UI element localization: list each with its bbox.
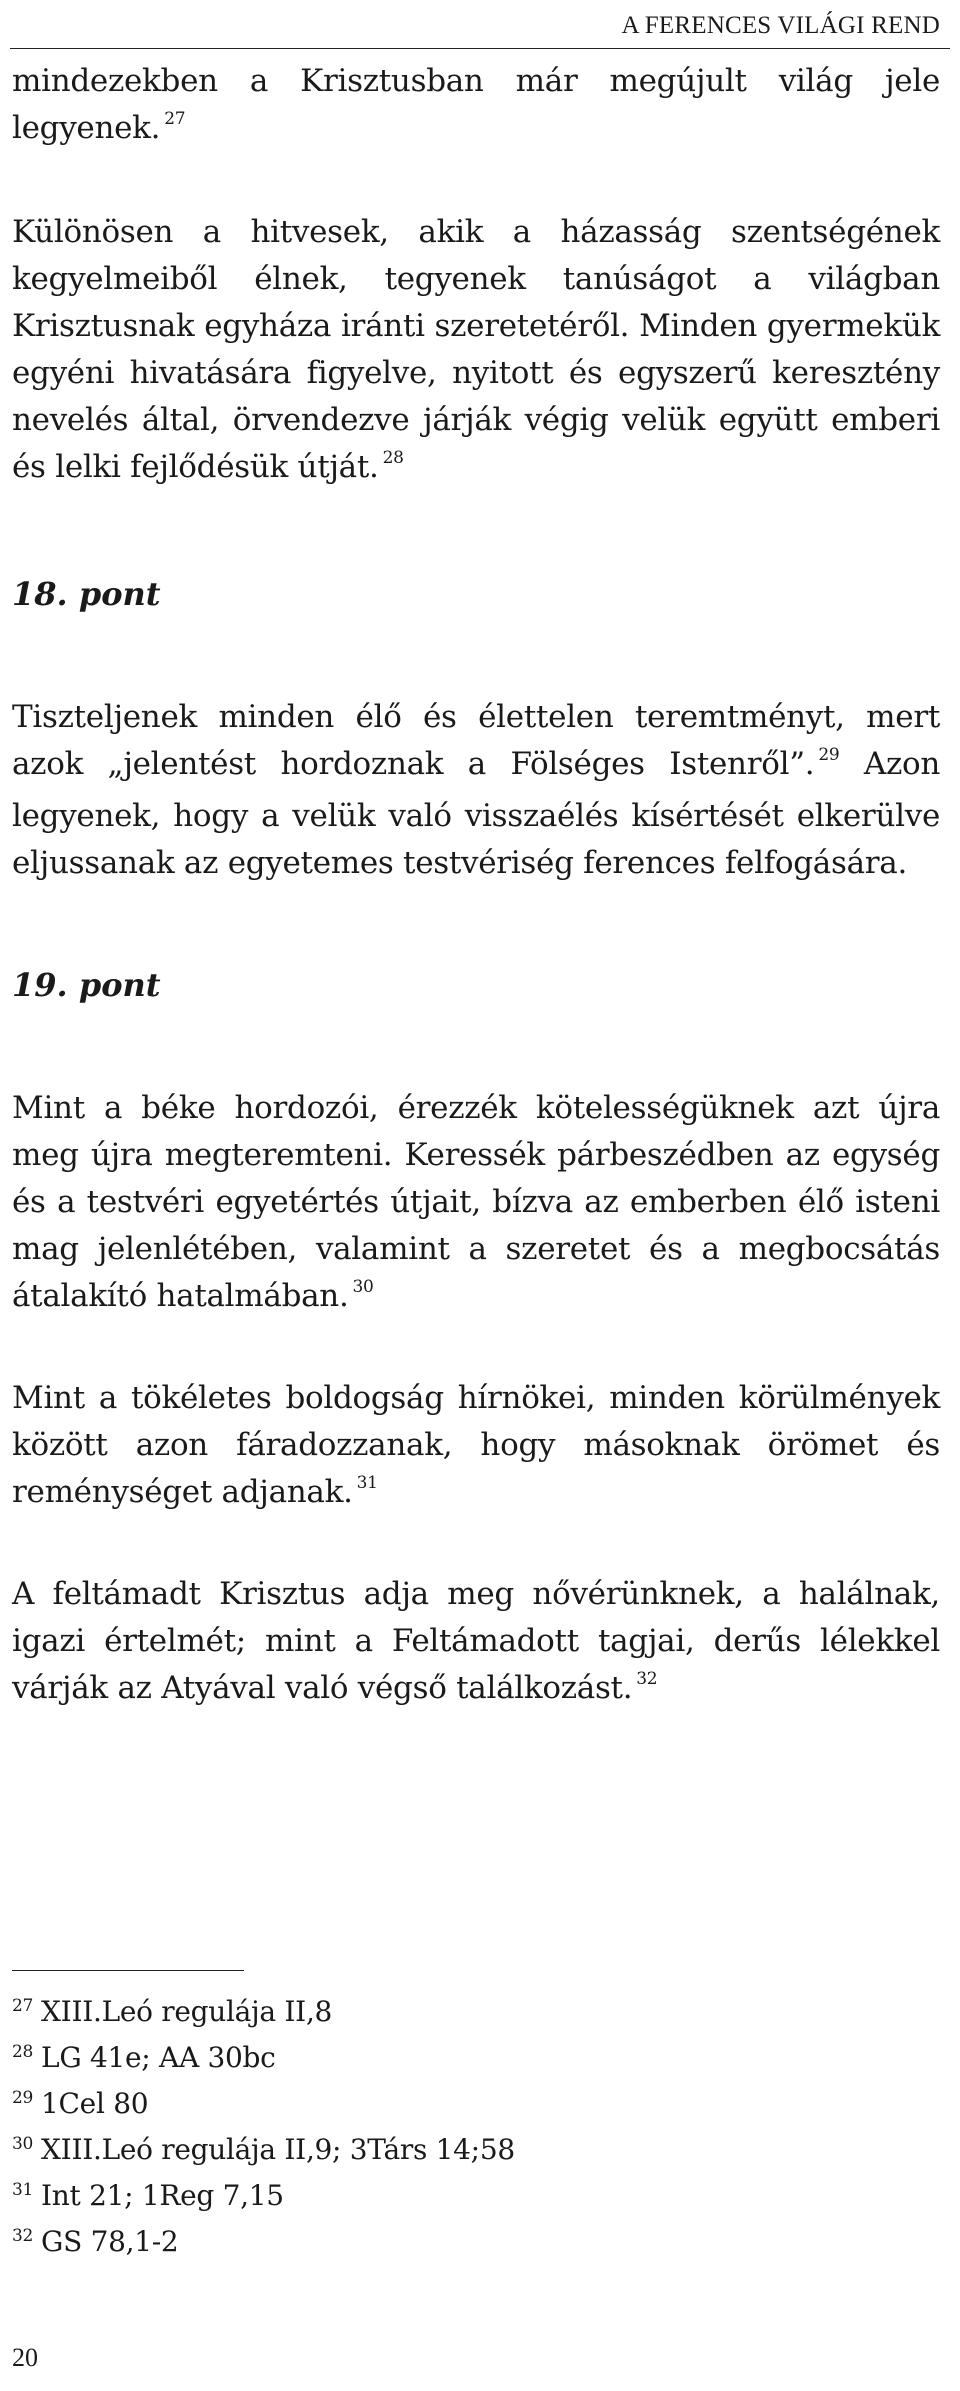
paragraph-text: Különösen a hitvesek, akik a házasság szentségének kegyelmeiből élnek, tegyenek tanúságot a világban Krisztusnak egyháza iránti szeretetéről. Minden gyermekük egyéni hivatására figyelve, nyitott és egyszerű keresztény nevelés által, örvendezve járják végig velük együtt emberi és lelki fejlődésük útját. — [12, 214, 940, 485]
footnote-number: 30 — [12, 2134, 34, 2154]
paragraph-text: Tiszteljenek minden élő és élettelen teremtményt, mert azok „jelentést hordoznak a Fölséges Istenről”. — [12, 699, 940, 782]
header-rule — [10, 48, 950, 49]
footnote-item — [12, 2129, 612, 2175]
footnote-item — [12, 2175, 612, 2221]
footnote-ref: 28 — [382, 448, 404, 468]
paragraph-resurrection — [12, 1571, 940, 1717]
footnote-text: LG 41e; AA 30bc — [41, 2041, 276, 2074]
section-heading-19: 19. pont — [12, 966, 161, 1004]
paragraph-creation — [12, 694, 940, 887]
footnote-text: XIII.Leó regulája II,8 — [41, 1995, 333, 2028]
footnote-ref: 32 — [636, 1669, 658, 1689]
footnote-number: 31 — [12, 2180, 34, 2200]
footnote-item — [12, 2083, 612, 2129]
paragraph-text: A feltámadt Krisztus adja meg nővérünknek, a halálnak, igazi értelmét; mint a Feltámadott tagjai, derűs lélekkel várják az Atyával való végső találkozást. — [12, 1576, 940, 1706]
footnote-text: Int 21; 1Reg 7,15 — [41, 2179, 284, 2212]
paragraph-joy — [12, 1375, 940, 1521]
paragraph-text: Mint a tökéletes boldogság hírnökei, minden körülmények között azon fáradozzanak, hogy másoknak örömet és reménységet adjanak. — [12, 1380, 940, 1510]
paragraph-continuation — [12, 58, 940, 157]
footnote-number: 28 — [12, 2042, 34, 2062]
footnotes-section — [12, 1970, 612, 2267]
section-heading-18: 18. pont — [12, 575, 161, 613]
footnote-ref: 27 — [164, 109, 186, 129]
footnote-item — [12, 2221, 612, 2267]
footnote-text: GS 78,1-2 — [41, 2225, 179, 2258]
running-header: A FERENCES VILÁGI REND — [621, 12, 940, 39]
footnote-text: 1Cel 80 — [41, 2087, 149, 2120]
paragraph-peace — [12, 1085, 940, 1325]
paragraph-text: mindezekben a Krisztusban már megújult világ jele legyenek. — [12, 63, 940, 146]
footnote-text: XIII.Leó regulája II,9; 3Társ 14;58 — [41, 2133, 515, 2166]
paragraph-spouses — [12, 209, 940, 496]
footnote-ref: 29 — [818, 745, 840, 765]
footnote-item — [12, 2037, 612, 2083]
footnote-rule — [12, 1970, 244, 1971]
footnote-number: 32 — [12, 2226, 34, 2246]
page-body — [12, 58, 940, 1717]
footnote-ref: 30 — [352, 1277, 374, 1297]
page-number: 20 — [12, 2343, 38, 2372]
footnote-number: 27 — [12, 1996, 34, 2016]
footnote-ref: 31 — [356, 1473, 378, 1493]
paragraph-text: Mint a béke hordozói, érezzék kötelességüknek azt újra meg újra megteremteni. Keressék párbeszédben az egység és a testvéri egyetértés útjait, bízva az emberben élő isteni mag jelenlétében, valamint a szeretet és a megbocsátás átalakító hatalmában. — [12, 1090, 940, 1314]
footnote-item — [12, 1991, 612, 2037]
paragraph-text-continued: Azon legyenek, hogy a velük való visszaélés kísértését elkerülve eljussanak az egyetemes testvériség ferences felfogására. — [12, 746, 940, 881]
footnote-number: 29 — [12, 2088, 34, 2108]
